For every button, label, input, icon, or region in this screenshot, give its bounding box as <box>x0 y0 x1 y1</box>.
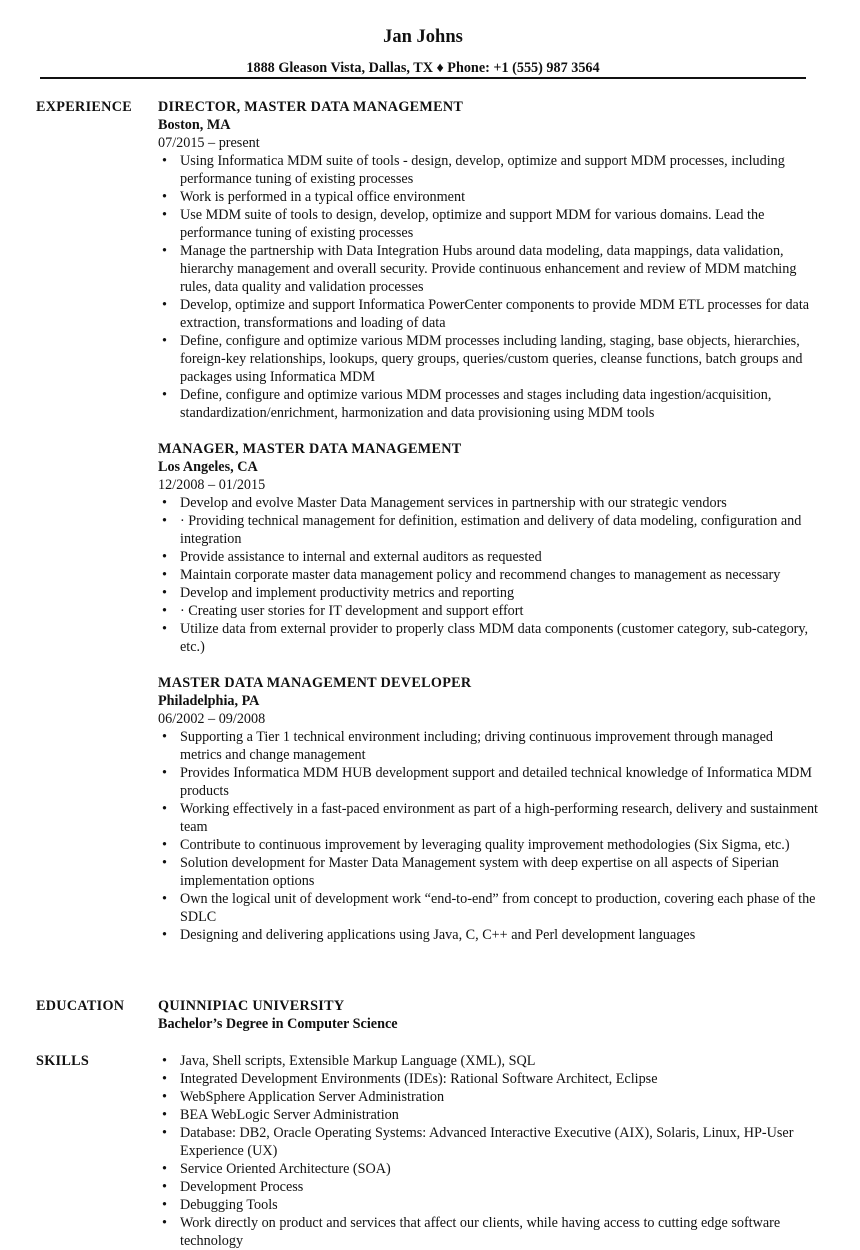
job-location: Boston, MA <box>158 117 231 133</box>
skill-item: • Work directly on product and services that affect our clients, while having access to cutting edge software technology <box>158 1214 818 1250</box>
bullet-item: • Provides Informatica MDM HUB development support and detailed technical knowledge of Informatica MDM products <box>158 764 818 800</box>
header-divider <box>40 77 806 79</box>
job-dates: 07/2015 – present <box>158 135 260 151</box>
bullet-item: • · Creating user stories for IT development and support effort <box>158 602 818 620</box>
skill-item: • Database: DB2, Oracle Operating Systems: Advanced Interactive Executive (AIX), Solaris, Linux, HP-User Experience (UX) <box>158 1124 818 1160</box>
job-entry <box>158 98 818 422</box>
skill-item: • Java, Shell scripts, Extensible Markup Language (XML), SQL <box>158 1052 818 1070</box>
bullet-item: • Provide assistance to internal and external auditors as requested <box>158 548 818 566</box>
bullet-item: • · Providing technical management for definition, estimation and delivery of data modeling, configuration and integration <box>158 512 818 548</box>
job-bullets <box>158 494 818 656</box>
skill-item: • Development Process <box>158 1178 818 1196</box>
bullet-item: • Define, configure and optimize various MDM processes and stages including data ingestion/acquisition, standardization/enrichment, harmonization and data provisioning using MDM tools <box>158 386 818 422</box>
job-title: MASTER DATA MANAGEMENT DEVELOPER <box>158 675 472 691</box>
school-name: QUINNIPIAC UNIVERSITY <box>158 998 345 1014</box>
job-location: Philadelphia, PA <box>158 693 260 709</box>
job-title: DIRECTOR, MASTER DATA MANAGEMENT <box>158 99 464 115</box>
experience-list <box>158 98 818 962</box>
contact-line: 1888 Gleason Vista, Dallas, TX ♦ Phone: +1 (555) 987 3564 <box>246 60 600 76</box>
education-body <box>158 997 818 1033</box>
bullet-item: • Own the logical unit of development work “end-to-end” from concept to production, covering each phase of the SDLC <box>158 890 818 926</box>
bullet-item: • Use MDM suite of tools to design, develop, optimize and support MDM for various domains. Lead the performance tuning of existing processes <box>158 206 818 242</box>
skill-item: • WebSphere Application Server Administration <box>158 1088 818 1106</box>
bullet-item: • Using Informatica MDM suite of tools - design, develop, optimize and support MDM processes, including performance tuning of existing processes <box>158 152 818 188</box>
job-title: MANAGER, MASTER DATA MANAGEMENT <box>158 441 462 457</box>
job-bullets <box>158 152 818 422</box>
bullet-item: • Solution development for Master Data Management system with deep expertise on all aspects of Siperian implementation options <box>158 854 818 890</box>
job-dates: 06/2002 – 09/2008 <box>158 711 266 727</box>
bullet-item: • Work is performed in a typical office environment <box>158 188 818 206</box>
job-location: Los Angeles, CA <box>158 459 258 475</box>
skill-item: • Debugging Tools <box>158 1196 818 1214</box>
bullet-item: • Utilize data from external provider to properly class MDM data components (customer category, sub-category, etc.) <box>158 620 818 656</box>
education-heading: EDUCATION <box>36 998 125 1014</box>
skill-item: • Service Oriented Architecture (SOA) <box>158 1160 818 1178</box>
experience-heading: EXPERIENCE <box>36 99 133 115</box>
skills-body <box>158 1052 818 1250</box>
skill-item: • Integrated Development Environments (IDEs): Rational Software Architect, Eclipse <box>158 1070 818 1088</box>
skill-item: • BEA WebLogic Server Administration <box>158 1106 818 1124</box>
skills-list <box>158 1052 818 1250</box>
bullet-item: • Contribute to continuous improvement by leveraging quality improvement methodologies (Six Sigma, etc.) <box>158 836 818 854</box>
bullet-item: • Designing and delivering applications using Java, C, C++ and Perl development languages <box>158 926 818 944</box>
job-entry <box>158 674 818 944</box>
job-dates: 12/2008 – 01/2015 <box>158 477 266 493</box>
bullet-item: • Develop and evolve Master Data Management services in partnership with our strategic vendors <box>158 494 818 512</box>
bullet-item: • Develop, optimize and support Informatica PowerCenter components to provide MDM ETL processes for data extraction, transformations and loading of data <box>158 296 818 332</box>
bullet-item: • Supporting a Tier 1 technical environment including; driving continuous improvement through managed metrics and change management <box>158 728 818 764</box>
skills-heading: SKILLS <box>36 1053 90 1069</box>
bullet-item: • Develop and implement productivity metrics and reporting <box>158 584 818 602</box>
job-entry <box>158 440 818 656</box>
bullet-item: • Maintain corporate master data management policy and recommend changes to management as necessary <box>158 566 818 584</box>
bullet-item: • Manage the partnership with Data Integration Hubs around data modeling, data mappings, data validation, hierarchy management and overall security. Provide continuous enhancement and review of MDM matching rules, data quality and validation processes <box>158 242 818 296</box>
bullet-item: • Working effectively in a fast-paced environment as part of a high-performing research, delivery and sustainment team <box>158 800 818 836</box>
bullet-item: • Define, configure and optimize various MDM processes including landing, staging, base objects, hierarchies, foreign-key relationships, lookups, query groups, queries/custom queries, cleanse functions, batch groups and packages using Informatica MDM <box>158 332 818 386</box>
job-bullets <box>158 728 818 944</box>
degree-name: Bachelor’s Degree in Computer Science <box>158 1016 398 1032</box>
resume-name: Jan Johns <box>383 27 463 47</box>
